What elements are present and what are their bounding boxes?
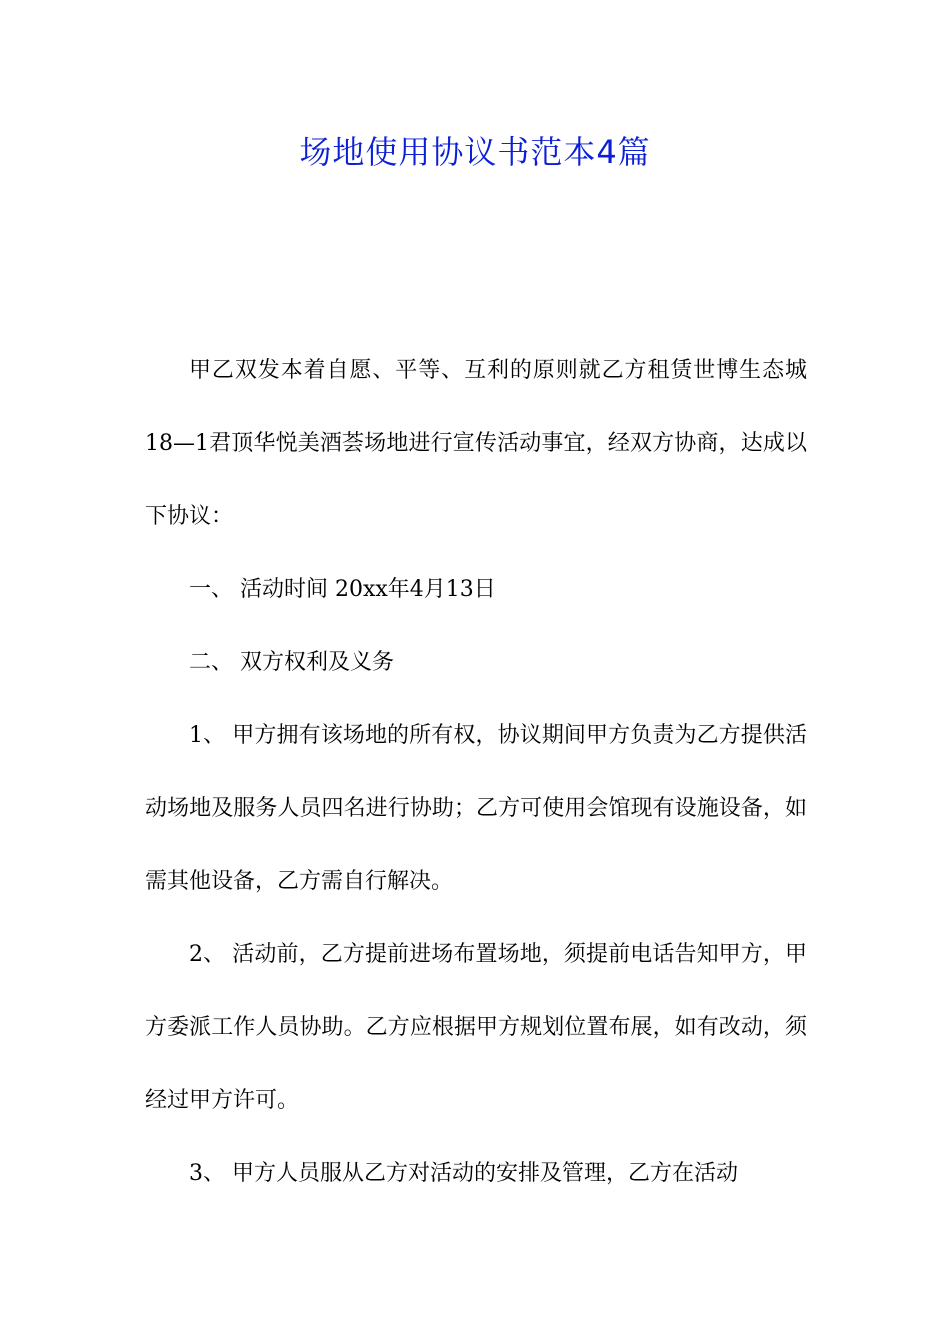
paragraph-item-3: 3、 甲方人员服从乙方对活动的安排及管理，乙方在活动	[189, 1161, 738, 1186]
paragraph-section-one: 一、 活动时间 20xx年4月13日	[189, 577, 496, 602]
document-title: 场地使用协议书范本4篇	[299, 133, 651, 171]
paragraph-intro: 甲乙双发本着自愿、平等、互利的原则就乙方租赁世博生态城18—1君顶华悦美酒荟场地进行宣传活动事宜，经双方协商，达成以下协议：	[145, 358, 807, 529]
paragraph-section-two: 二、 双方权利及义务	[189, 650, 394, 675]
paragraph-item-1: 1、 甲方拥有该场地的所有权，协议期间甲方负责为乙方提供活动场地及服务人员四名进行协助；乙方可使用会馆现有设施设备，如需其他设备，乙方需自行解决。	[145, 723, 807, 894]
paragraph-item-2: 2、 活动前，乙方提前进场布置场地，须提前电话告知甲方，甲方委派工作人员协助。乙方应根据甲方规划位置布展，如有改动，须经过甲方许可。	[145, 942, 807, 1113]
document-body	[145, 334, 807, 1210]
